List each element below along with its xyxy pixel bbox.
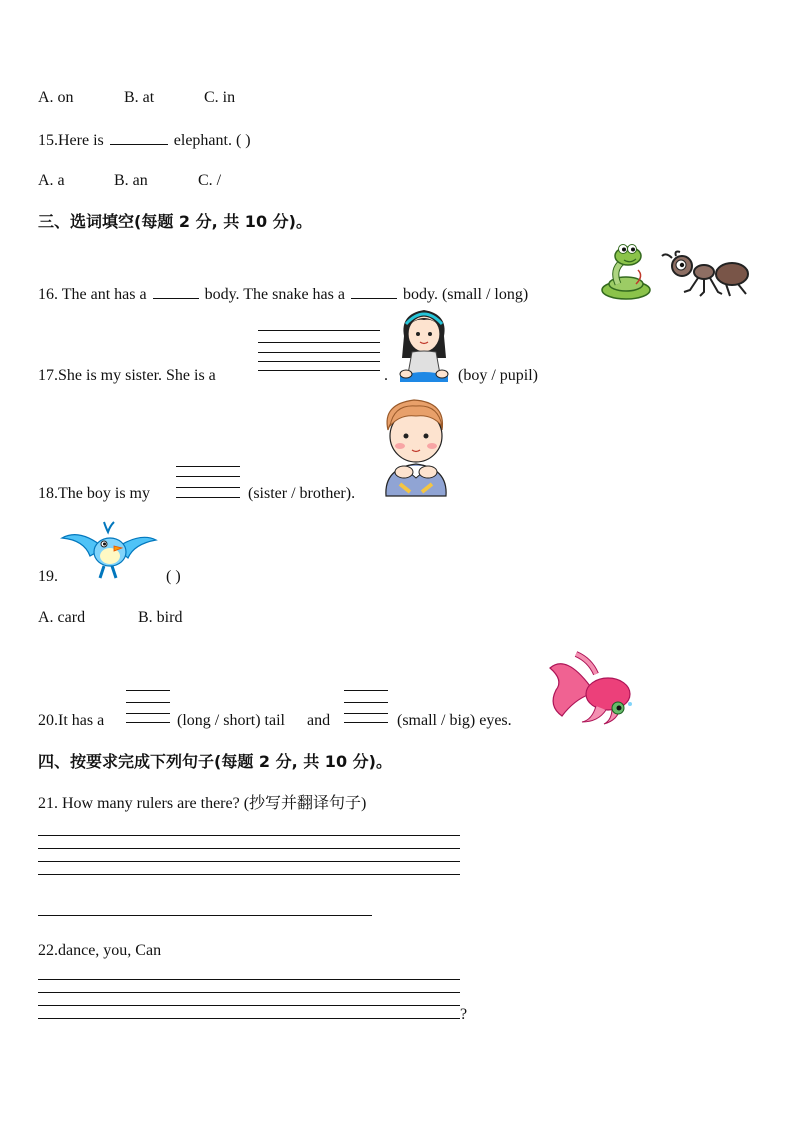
ant-icon [660,252,752,298]
snake-icon [598,240,656,302]
question-18 [38,484,150,504]
q19-answer-paren[interactable]: ( ) [166,568,181,585]
question-21 [38,794,366,814]
option-b: B. an [114,172,148,189]
section-3-title: 三、选词填空(每题 2 分, 共 10 分)。 [38,212,312,231]
q20-answer-lines-1[interactable] [126,690,170,724]
q20-part2: (long / short) tail [177,712,285,729]
q18-answer-lines[interactable] [176,466,240,498]
q22-text: dance, you, Can [58,942,162,959]
question-15 [38,130,251,151]
q16-part2: body. The snake has a [200,286,349,303]
q20-number: 20. [38,712,58,729]
option-b: B. at [124,89,155,106]
goldfish-icon [546,650,636,724]
question-22 [38,941,161,961]
q16-part3: body. (small / long) [398,286,529,303]
q20-answer-lines-2[interactable] [344,690,388,724]
q18-number: 18. [38,485,58,502]
q15-text-after: elephant. ( ) [169,132,251,149]
q18-hint: (sister / brother). [248,485,356,502]
q16-blank-1[interactable] [153,284,199,299]
question-20 [38,711,104,731]
option-a: A. a [38,172,65,189]
q22-line-2[interactable] [38,992,460,993]
option-a: A. on [38,89,74,106]
bird-icon [60,518,158,582]
q21-line-3[interactable] [38,861,460,862]
q21-translation-line[interactable] [38,915,372,916]
q17-hint: (boy / pupil) [458,367,538,384]
q16-part1: The ant has a [61,286,151,303]
q14-options [38,88,236,108]
question-16 [38,284,528,305]
boy-icon [380,396,452,500]
q15-options [38,171,222,191]
option-c: C. in [204,89,236,106]
q21-text: . How many rulers are there? (抄写并翻译句子) [54,795,367,812]
q22-line-4[interactable] [38,1018,460,1019]
q22-question-mark: ? [460,1006,468,1023]
q16-blank-2[interactable] [351,284,397,299]
q20-part1: It has a [58,712,105,729]
section-4-title: 四、按要求完成下列句子(每题 2 分, 共 10 分)。 [38,752,392,771]
q15-number: 15. [38,132,58,149]
q17-period: . [384,367,388,384]
q21-line-4[interactable] [38,874,460,875]
q19-number: 19. [38,568,58,585]
q15-text-before: Here is [58,132,108,149]
q21-line-1[interactable] [38,835,460,836]
q16-number: 16. [38,286,62,303]
option-c: C. / [198,172,222,189]
q21-line-2[interactable] [38,848,460,849]
q17-answer-lines[interactable] [258,330,380,372]
q18-text: The boy is my [58,485,150,502]
option-b: B. bird [138,609,183,626]
q22-line-1[interactable] [38,979,460,980]
question-17 [38,366,216,386]
q17-number: 17. [38,367,58,384]
girl-icon [396,306,452,382]
option-a: A. card [38,609,86,626]
q15-blank[interactable] [110,130,168,145]
q22-number: 22. [38,942,58,959]
q17-text: She is my sister. She is a [58,367,216,384]
q22-line-3[interactable] [38,1005,460,1006]
q20-part3: and [307,712,331,729]
question-19 [38,567,58,587]
q19-options [38,608,183,628]
q21-number: 21 [38,795,54,812]
q20-part4: (small / big) eyes. [397,712,512,729]
